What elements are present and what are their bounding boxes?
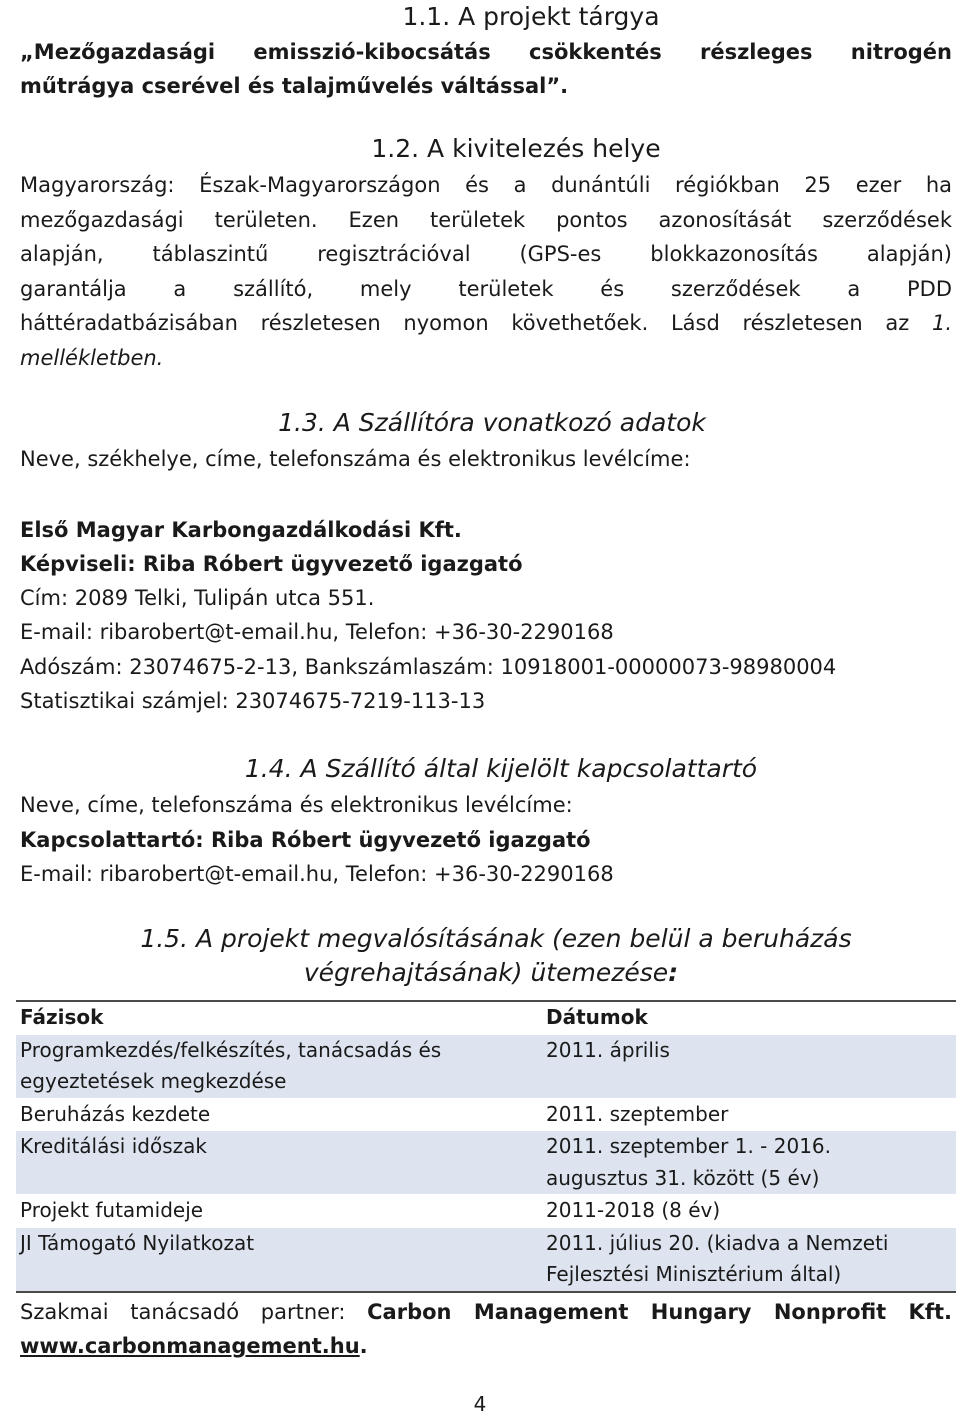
partner-name: Carbon Management Hungary Nonprofit Kft.: [367, 1299, 952, 1324]
partner-line: [20, 1295, 952, 1330]
section-1-4-heading: 1.4. A Szállító által kijelölt kapcsolattartó: [244, 754, 758, 783]
supplier-company: Első Magyar Karbongazdálkodási Kft.: [20, 517, 462, 542]
location-line3: alapján, táblaszintű regisztrációval (GPS-es blokkazonosítás alapján): [20, 242, 952, 266]
location-line1: Magyarország: Észak-Magyarországon és a dunántúli régiókban 25 ezer ha: [20, 173, 952, 197]
row-phase: Kreditálási időszak: [16, 1131, 542, 1195]
supplier-intro: Neve, székhelye, címe, telefonszáma és elektronikus levélcíme:: [20, 447, 691, 471]
location-line5: [20, 306, 952, 341]
contact-person: Kapcsolattartó: Riba Róbert ügyvezető igazgató: [20, 827, 591, 852]
section-1-3-heading: 1.3. A Szállítóra vonatkozó adatok: [278, 408, 706, 437]
section-1-5-heading-line1: 1.5. A projekt megvalósításának (ezen belül a beruházás: [140, 924, 852, 953]
heading-line2-text: végrehajtásának) ütemezése: [303, 958, 669, 987]
contact-details: E-mail: ribarobert@t-email.hu, Telefon: +36-30-2290168: [20, 861, 614, 886]
row-date: 2011. szeptember: [542, 1098, 956, 1131]
contact-intro: Neve, címe, telefonszáma és elektronikus levélcíme:: [20, 793, 573, 817]
row-phase: Beruházás kezdete: [16, 1098, 542, 1131]
partner-url-link[interactable]: www.carbonmanagement.hu: [20, 1334, 360, 1358]
table-header-row: [16, 1001, 956, 1034]
heading-colon: :: [668, 958, 679, 987]
annex-number: 1.: [931, 311, 952, 335]
section-1-2-heading: 1.2. A kivitelezés helye: [371, 134, 661, 163]
section-1-1-heading: 1.1. A projekt tárgya: [402, 2, 660, 31]
supplier-address: Cím: 2089 Telki, Tulipán utca 551.: [20, 585, 375, 610]
partner-url-line: [20, 1329, 952, 1364]
page-number: 4: [473, 1392, 487, 1416]
table-row: [16, 1098, 956, 1131]
partner-url-end: .: [359, 1334, 368, 1358]
location-line5-text: háttéradatbázisában részletesen nyomon követhetőek. Lásd részletesen az: [20, 311, 932, 335]
row-phase: Projekt futamideje: [16, 1195, 542, 1228]
location-line4: garantálja a szállító, mely területek és szerződések a PDD: [20, 276, 952, 301]
row-date: 2011. április: [542, 1034, 956, 1098]
supplier-contact: E-mail: ribarobert@t-email.hu, Telefon: +36-30-2290168: [20, 620, 614, 644]
row-phase: Programkezdés/felkészítés, tanácsadás és egyeztetések megkezdése: [16, 1034, 542, 1098]
table-row: [16, 1131, 956, 1195]
row-date: 2011-2018 (8 év): [542, 1195, 956, 1228]
row-phase: JI Támogató Nyilatkozat: [16, 1227, 542, 1292]
project-title-line1: „Mezőgazdasági emisszió-kibocsátás csökkentés részleges nitrogén: [20, 40, 952, 64]
header-dates: Dátumok: [542, 1001, 956, 1034]
table-row: [16, 1227, 956, 1292]
supplier-stat: Statisztikai számjel: 23074675-7219-113-13: [20, 689, 486, 713]
schedule-table: [16, 1000, 956, 1293]
table-row: [16, 1195, 956, 1228]
supplier-representative: Képviseli: Riba Róbert ügyvezető igazgató: [20, 551, 523, 576]
header-phases: Fázisok: [16, 1001, 542, 1034]
supplier-tax: Adószám: 23074675-2-13, Bankszámlaszám: 10918001-00000073-98980004: [20, 654, 837, 679]
project-title-line2: műtrágya cserével és talajművelés váltással”.: [20, 74, 569, 98]
location-line6: mellékletben.: [20, 345, 164, 370]
row-date: 2011. július 20. (kiadva a Nemzeti Fejlesztési Minisztérium által): [542, 1227, 956, 1292]
location-line2: mezőgazdasági területen. Ezen területek pontos azonosítását szerződések: [20, 207, 952, 232]
row-date: 2011. szeptember 1. - 2016. augusztus 31. között (5 év): [542, 1131, 956, 1195]
partner-label: Szakmai tanácsadó partner:: [20, 1299, 368, 1324]
table-row: [16, 1034, 956, 1098]
section-1-5-heading-line2: [20, 956, 952, 990]
